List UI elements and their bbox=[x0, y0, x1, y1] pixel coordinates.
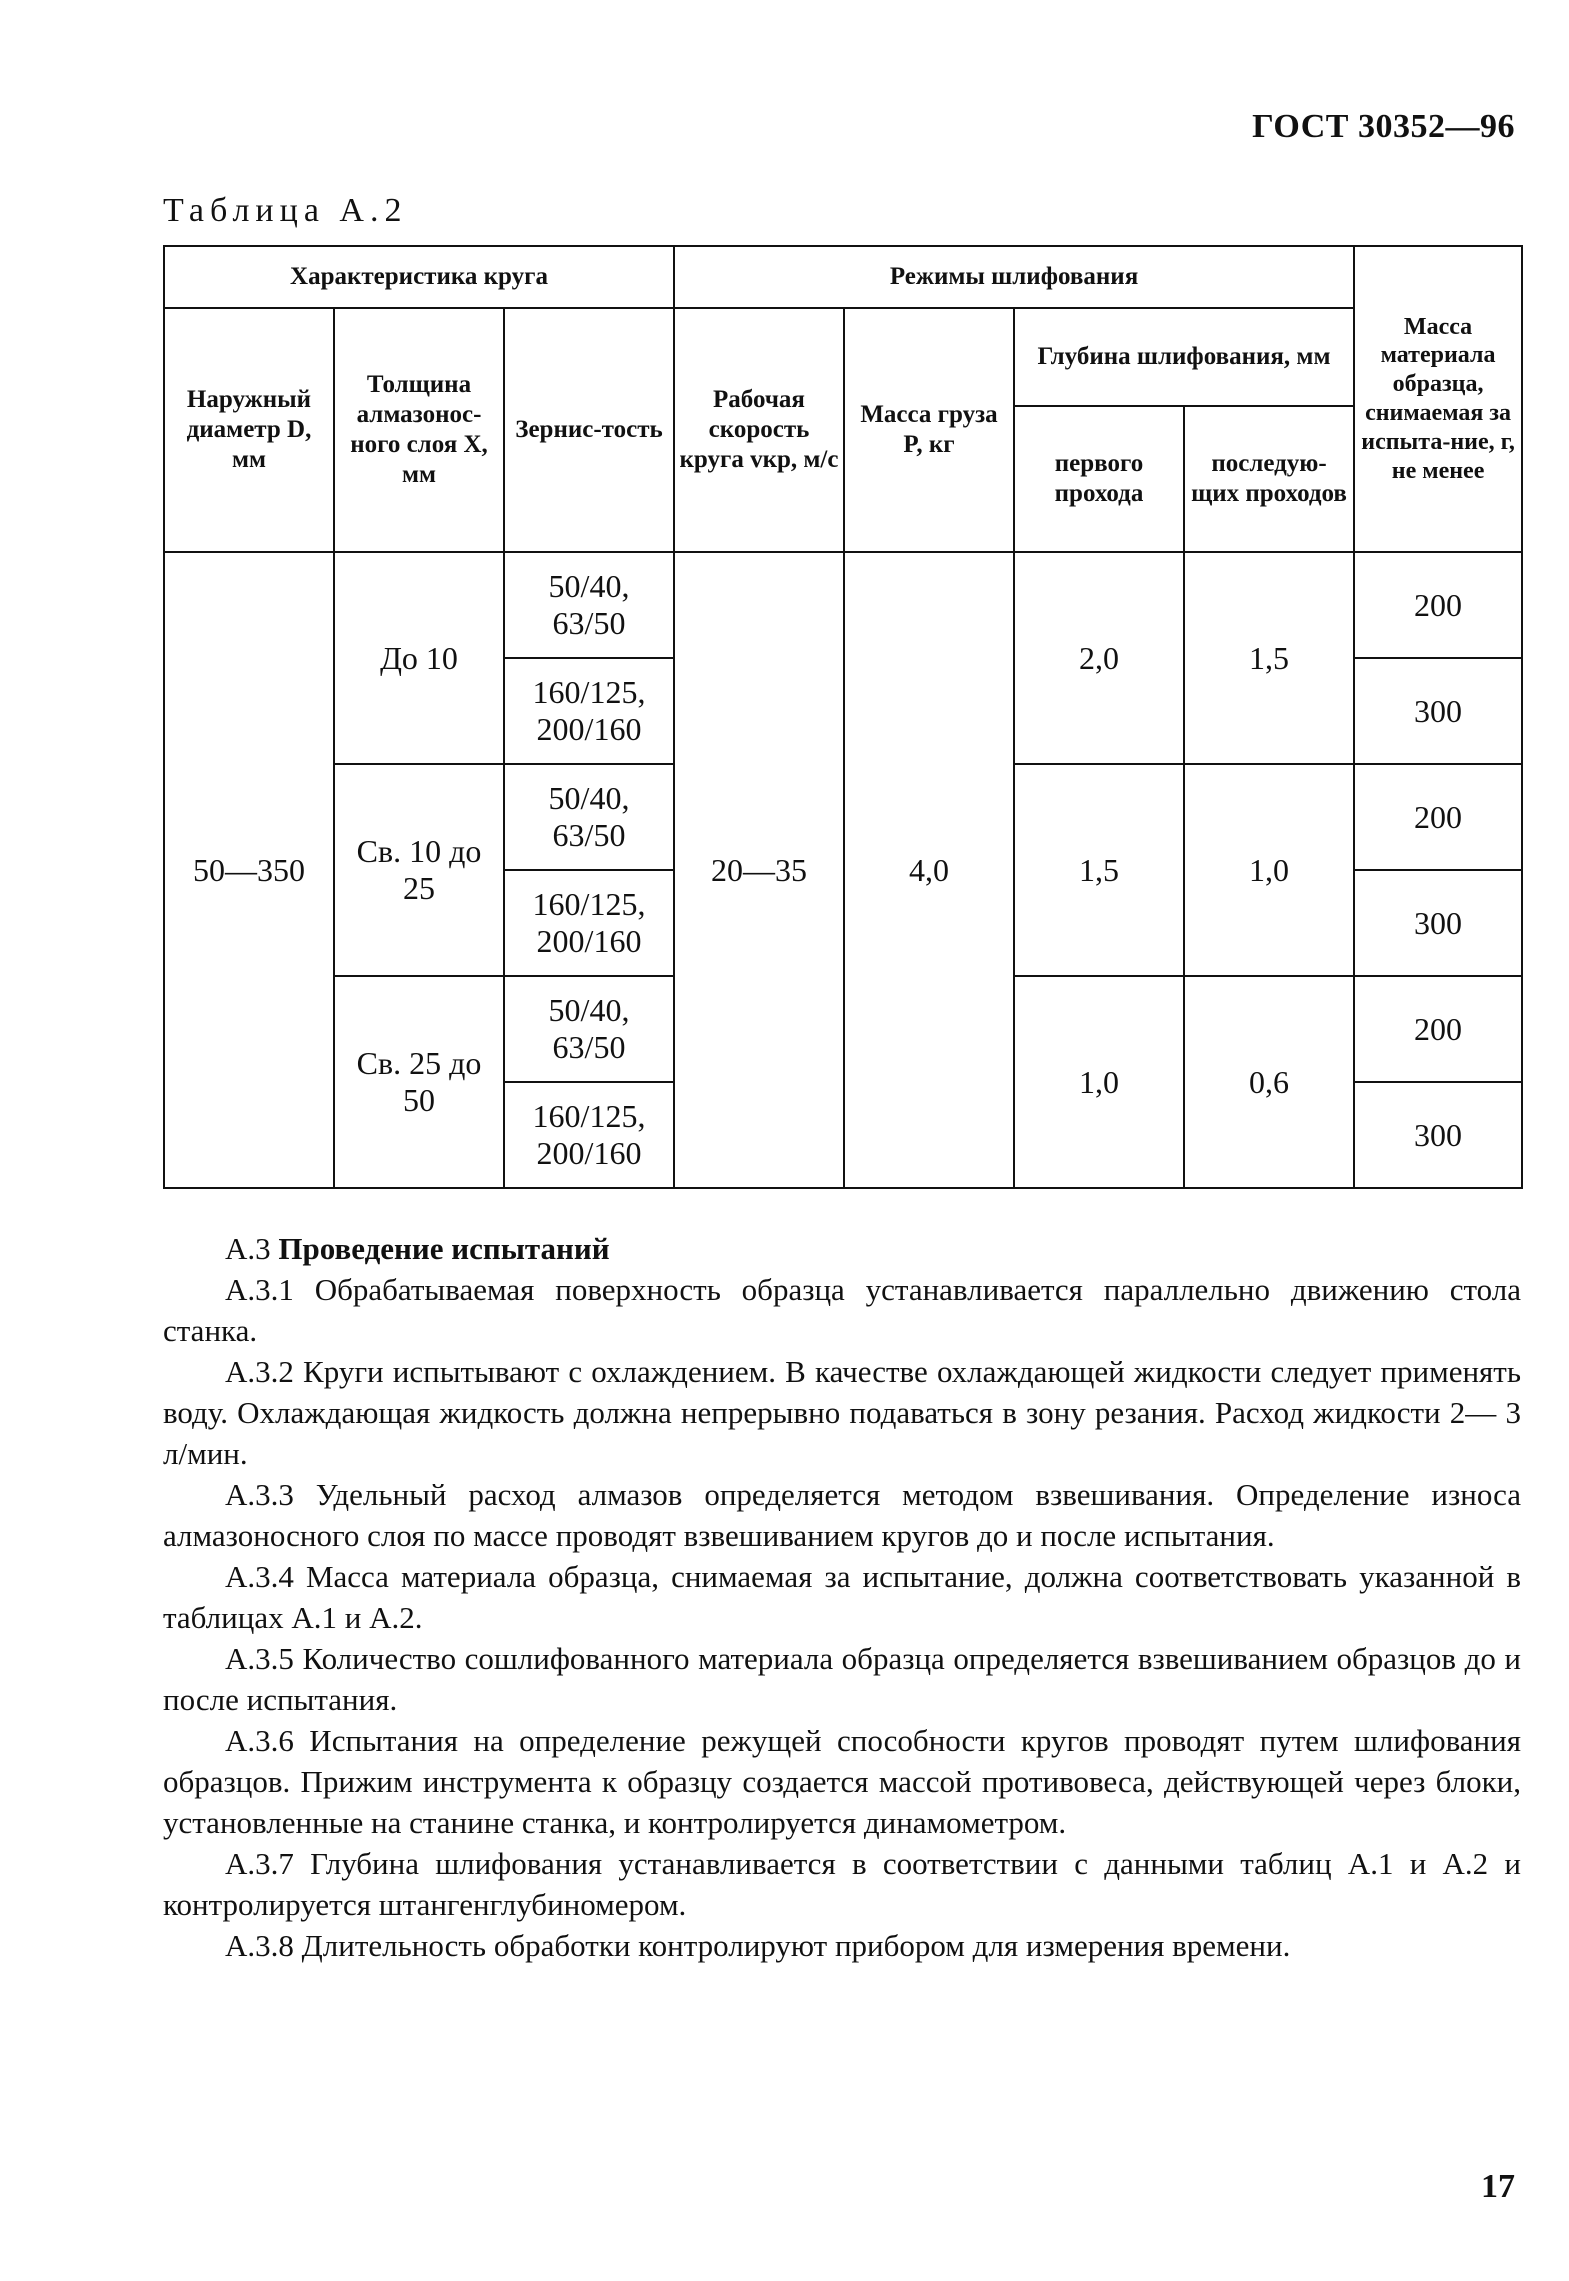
col-header-depth-next: последую-щих проходов bbox=[1184, 406, 1354, 552]
col-header-thickness: Толщина алмазонос-ного слоя X, мм bbox=[334, 308, 504, 552]
grit-value: 160/125, 200/160 bbox=[504, 1082, 674, 1188]
thickness-value: Св. 25 до 50 bbox=[334, 976, 504, 1188]
section-heading bbox=[163, 1228, 1521, 1269]
depth-first-value: 1,5 bbox=[1014, 764, 1184, 976]
document-code: ГОСТ 30352—96 bbox=[1252, 108, 1515, 145]
table-caption: Таблица А.2 bbox=[163, 192, 408, 229]
thickness-value: До 10 bbox=[334, 552, 504, 764]
col-header-grit: Зернис-тость bbox=[504, 308, 674, 552]
grit-value: 50/40, 63/50 bbox=[504, 764, 674, 870]
diameter-value: 50—350 bbox=[164, 552, 334, 1188]
mass-value: 300 bbox=[1354, 658, 1522, 764]
section-number: А.3 bbox=[225, 1231, 271, 1266]
section-body bbox=[163, 1228, 1521, 1966]
paragraph: А.3.1 Обрабатываемая поверхность образца устанавливается параллельно движению стола станка. bbox=[163, 1272, 1521, 1348]
group-header-modes: Режимы шлифования bbox=[674, 246, 1354, 308]
group-header-wheel: Характеристика круга bbox=[164, 246, 674, 308]
paragraph: А.3.2 Круги испытывают с охлаждением. В качестве охлаждающей жидкости следует применять воду. Охлаждающая жидкость должна непрерывно подаваться в зону резания. Расход жидкости 2— 3 л/мин. bbox=[163, 1354, 1521, 1471]
grit-value: 50/40, 63/50 bbox=[504, 552, 674, 658]
section-title: Проведение испытаний bbox=[278, 1231, 610, 1266]
paragraph: А.3.6 Испытания на определение режущей способности кругов проводят путем шлифования образцов. Прижим инструмента к образцу создается массой противовеса, действующей через блоки, установленные на станине станка, и контролируется динамометром. bbox=[163, 1723, 1521, 1840]
depth-next-value: 1,5 bbox=[1184, 552, 1354, 764]
depth-first-value: 1,0 bbox=[1014, 976, 1184, 1188]
thickness-value: Св. 10 до 25 bbox=[334, 764, 504, 976]
col-header-diameter: Наружный диаметр D, мм bbox=[164, 308, 334, 552]
col-header-load: Масса груза P, кг bbox=[844, 308, 1014, 552]
paragraph: А.3.3 Удельный расход алмазов определяется методом взвешивания. Определение износа алмазоносного слоя по массе проводят взвешиванием кругов до и после испытания. bbox=[163, 1477, 1521, 1553]
mass-value: 200 bbox=[1354, 976, 1522, 1082]
speed-value: 20—35 bbox=[674, 552, 844, 1188]
paragraph: А.3.4 Масса материала образца, снимаемая за испытание, должна соответствовать указанной в таблицах А.1 и А.2. bbox=[163, 1559, 1521, 1635]
paragraph: А.3.7 Глубина шлифования устанавливается в соответствии с данными таблиц А.1 и А.2 и контролируется штангенглубиномером. bbox=[163, 1846, 1521, 1922]
depth-next-value: 1,0 bbox=[1184, 764, 1354, 976]
grit-value: 160/125, 200/160 bbox=[504, 870, 674, 976]
col-header-mass: Масса материала образца, снимаемая за испыта-ние, г, не менее bbox=[1354, 246, 1522, 552]
paragraph: А.3.8 Длительность обработки контролируют прибором для измерения времени. bbox=[225, 1928, 1291, 1963]
col-header-depth-first: первого прохода bbox=[1014, 406, 1184, 552]
col-header-speed: Рабочая скорость круга vкр, м/с bbox=[674, 308, 844, 552]
mass-value: 300 bbox=[1354, 870, 1522, 976]
grinding-modes-table bbox=[163, 245, 1523, 1189]
grit-value: 50/40, 63/50 bbox=[504, 976, 674, 1082]
grit-value: 160/125, 200/160 bbox=[504, 658, 674, 764]
mass-value: 200 bbox=[1354, 764, 1522, 870]
col-header-depth: Глубина шлифования, мм bbox=[1014, 308, 1354, 406]
depth-first-value: 2,0 bbox=[1014, 552, 1184, 764]
load-value: 4,0 bbox=[844, 552, 1014, 1188]
page-number: 17 bbox=[1481, 2168, 1515, 2205]
mass-value: 200 bbox=[1354, 552, 1522, 658]
paragraph: А.3.5 Количество сошлифованного материала образца определяется взвешиванием образцов до и после испытания. bbox=[163, 1641, 1521, 1717]
mass-value: 300 bbox=[1354, 1082, 1522, 1188]
depth-next-value: 0,6 bbox=[1184, 976, 1354, 1188]
